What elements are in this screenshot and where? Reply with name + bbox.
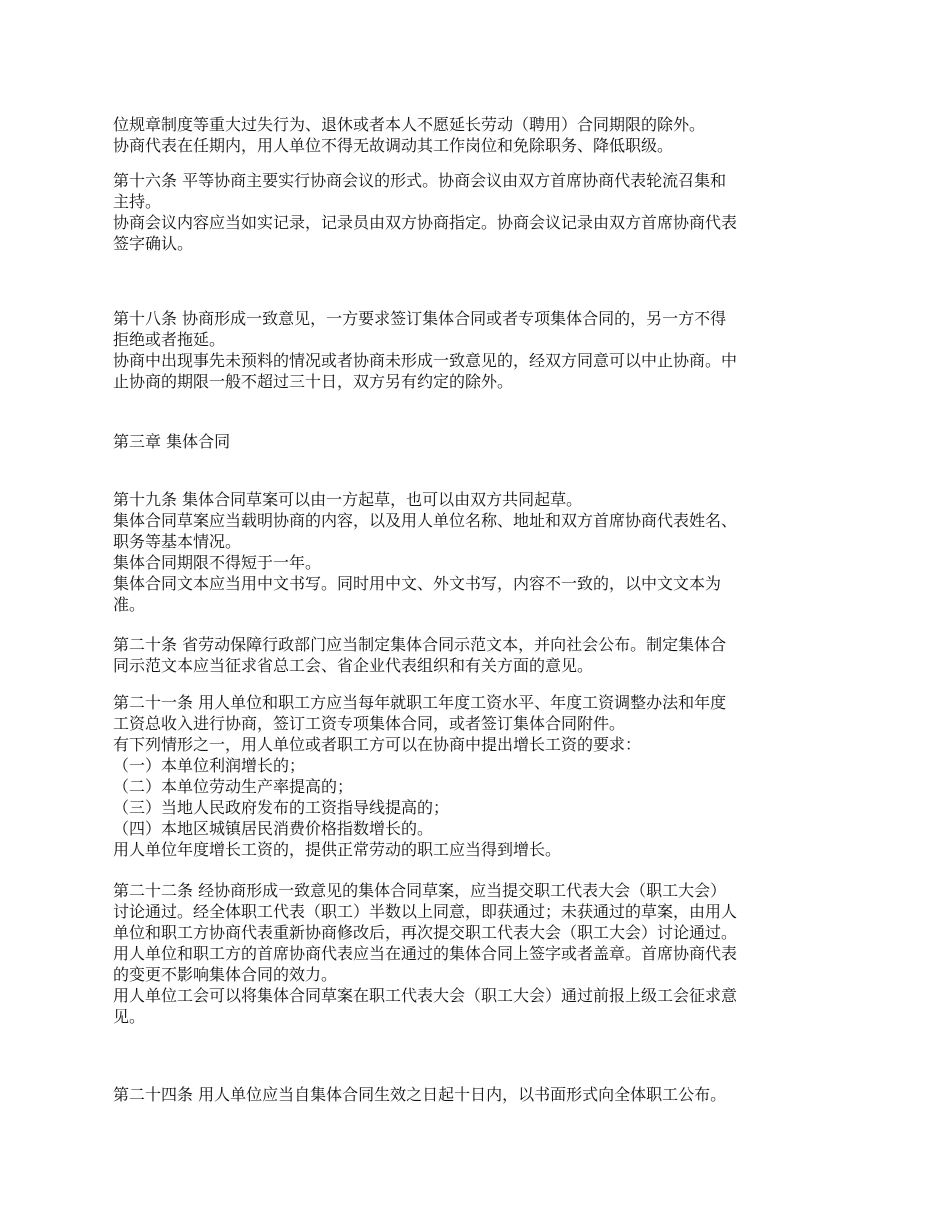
paragraph-article-20 [113, 634, 843, 676]
text-line: 第十八条 协商形成一致意见，一方要求签订集体合同或者专项集体合同的，另一方不得 [113, 309, 727, 328]
list-item: （四）本地区城镇居民消费价格指数增长的。 [113, 819, 434, 838]
text-line: 职务等基本情况。 [113, 532, 242, 551]
text-line: 有下列情形之一，用人单位或者职工方可以在协商中提出增长工资的要求： [113, 735, 642, 754]
text-line: 准。 [113, 595, 146, 614]
text-line: 用人单位工会可以将集体合同草案在职工代表大会（职工大会）通过前报上级工会征求意 [113, 986, 738, 1005]
paragraph-article-22 [113, 880, 843, 1027]
text-line: 位规章制度等重大过失行为、退休或者本人不愿延长劳动（聘用）合同期限的除外。 [113, 115, 706, 134]
text-line: 见。 [113, 1007, 146, 1026]
text-line: 拒绝或者拖延。 [113, 330, 226, 349]
text-line: 签字确认。 [113, 234, 194, 253]
paragraph-article-16 [113, 170, 843, 254]
text-line: 讨论通过。经全体职工代表（职工）半数以上同意，即获通过；未获通过的草案，由用人 [113, 902, 738, 921]
text-line: 单位和职工方协商代表重新协商修改后，再次提交职工代表大会（职工大会）讨论通过。 [113, 923, 738, 942]
paragraph-article-24 [113, 1084, 843, 1105]
text-line: 集体合同草案应当载明协商的内容，以及用人单位名称、地址和双方首席协商代表姓名、 [113, 511, 738, 530]
paragraph-article-15-continued [113, 114, 843, 156]
text-line: 同示范文本应当征求省总工会、省企业代表组织和有关方面的意见。 [113, 656, 594, 675]
paragraph-article-21 [113, 692, 843, 860]
chapter-heading [113, 431, 843, 452]
text-line: 第十六条 平等协商主要实行协商会议的形式。协商会议由双方首席协商代表轮流召集和 [113, 171, 727, 190]
text-line: 止协商的期限一般不超过三十日，双方另有约定的除外。 [113, 372, 514, 391]
text-line: 第二十二条 经协商形成一致意见的集体合同草案，应当提交职工代表大会（职工大会） [113, 881, 727, 900]
text-line: 工资总收入进行协商，签订工资专项集体合同，或者签订集体合同附件。 [113, 714, 626, 733]
text-line: 第二十条 省劳动保障行政部门应当制定集体合同示范文本，并向社会公布。制定集体合 [113, 635, 727, 654]
text-line: 集体合同文本应当用中文书写。同时用中文、外文书写，内容不一致的，以中文文本为 [113, 574, 722, 593]
text-line: 集体合同期限不得短于一年。 [113, 553, 322, 572]
text-line: 协商中出现事先未预料的情况或者协商未形成一致意见的，经双方同意可以中止协商。中 [113, 351, 738, 370]
list-item: （一）本单位利润增长的； [113, 756, 306, 775]
chapter-title: 第三章 集体合同 [113, 432, 231, 451]
text-line: 协商会议内容应当如实记录，记录员由双方协商指定。协商会议记录由双方首席协商代表 [113, 213, 738, 232]
text-line: 用人单位年度增长工资的，提供正常劳动的职工应当得到增长。 [113, 840, 562, 859]
text-line: 第十九条 集体合同草案可以由一方起草，也可以由双方共同起草。 [113, 490, 583, 509]
list-item: （二）本单位劳动生产率提高的； [113, 777, 354, 796]
paragraph-article-19 [113, 489, 843, 615]
text-line: 第二十一条 用人单位和职工方应当每年就职工年度工资水平、年度工资调整办法和年度 [113, 693, 727, 712]
text-line: 协商代表在任期内，用人单位不得无故调动其工作岗位和免除职务、降低职级。 [113, 136, 674, 155]
text-line: 用人单位和职工方的首席协商代表应当在通过的集体合同上签字或者盖章。首席协商代表 [113, 944, 738, 963]
list-item: （三）当地人民政府发布的工资指导线提高的； [113, 798, 450, 817]
text-line: 的变更不影响集体合同的效力。 [113, 965, 338, 984]
paragraph-article-18 [113, 308, 843, 392]
text-line: 第二十四条 用人单位应当自集体合同生效之日起十日内，以书面形式向全体职工公布。 [113, 1085, 727, 1104]
text-line: 主持。 [113, 192, 162, 211]
